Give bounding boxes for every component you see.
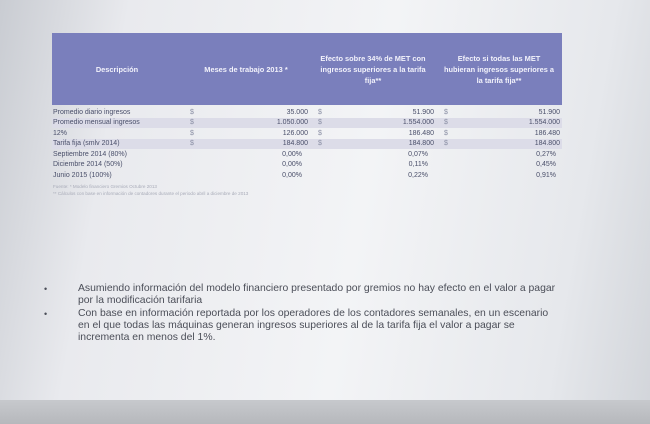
cell-effect-all: 0,27% [536, 150, 556, 158]
row-label: Septiembre 2014 (80%) [53, 150, 127, 158]
footnote-source: Fuente: * Modelo financiero Gremios Octubre 2013 [53, 183, 157, 189]
bullet-text: Asumiendo información del modelo financiero presentado por gremios no hay efecto en el valor a pagar por la modificación tarifaria [78, 283, 556, 306]
cell-base: 126.000 [282, 129, 308, 137]
row-label: Junio 2015 (100%) [53, 171, 112, 179]
cell-effect-all: 186.480 [534, 129, 560, 137]
row-label: Tarifa fija (smlv 2014) [53, 140, 120, 148]
currency-symbol: $ [190, 119, 194, 127]
cell-effect-all: 0,91% [536, 171, 556, 179]
cell-effect34: 0,11% [408, 161, 428, 169]
table-row [52, 107, 562, 118]
row-label: Promedio mensual ingresos [53, 119, 140, 127]
cell-base: 0,00% [282, 171, 302, 179]
currency-symbol: $ [190, 129, 194, 137]
row-label: Diciembre 2014 (50%) [53, 161, 123, 169]
header-effect-all: Efecto si todas las MET hubieran ingresos superiores a la tarifa fija** [443, 53, 555, 85]
header-effect-34: Efecto sobre 34% de MET con ingresos superiores a la tarifa fija** [320, 53, 426, 85]
cell-effect34: 0,07% [408, 150, 428, 158]
currency-symbol: $ [318, 129, 322, 137]
tariff-effect-table [52, 33, 562, 198]
cell-effect-all: 0,45% [536, 161, 556, 169]
cell-base: 0,00% [282, 161, 302, 169]
table-row [52, 170, 562, 181]
bullet-text: Con base en información reportada por los operadores de los contadores semanales, en un escenario en el que todas las máquinas generan ingresos superiores al de la tarifa fija el valor a pagar se incrementa en menos del 1%. [78, 308, 549, 343]
table-row [52, 149, 562, 160]
bullet-dot-icon: • [44, 284, 48, 294]
currency-symbol: $ [444, 129, 448, 137]
list-item [42, 308, 562, 344]
cell-effect34: 184.800 [408, 140, 434, 148]
cell-base: 184.800 [282, 140, 308, 148]
cell-effect-all: 51.900 [538, 108, 560, 116]
cell-effect34: 1.554.000 [402, 119, 434, 127]
cell-base: 1.050.000 [276, 119, 308, 127]
table-row [52, 160, 562, 171]
currency-symbol: $ [318, 108, 322, 116]
cell-base: 35.000 [286, 108, 308, 116]
currency-symbol: $ [190, 108, 194, 116]
bullet-dot-icon: • [44, 309, 48, 319]
currency-symbol: $ [444, 119, 448, 127]
row-label: Promedio diario ingresos [53, 108, 131, 116]
slide-bottom-edge [0, 400, 650, 424]
header-description: Descripción [95, 64, 139, 74]
cell-base: 0,00% [282, 150, 302, 158]
row-label: 12% [53, 129, 68, 137]
cell-effect34: 186.480 [408, 129, 434, 137]
currency-symbol: $ [444, 140, 448, 148]
footnote-calculation: ** Cálculos con base en información de contadores durante el periodo abril a diciembre de 2013 [53, 191, 249, 196]
cell-effect-all: 184.800 [534, 140, 560, 148]
table-header [52, 33, 562, 105]
currency-symbol: $ [444, 108, 448, 116]
currency-symbol: $ [318, 119, 322, 127]
currency-symbol: $ [190, 140, 194, 148]
table-row [52, 139, 562, 150]
list-item [42, 283, 562, 307]
currency-symbol: $ [318, 140, 322, 148]
cell-effect-all: 1.554.000 [528, 119, 560, 127]
cell-effect34: 0,22% [408, 171, 428, 179]
bullet-list [42, 283, 562, 345]
table-row [52, 128, 562, 139]
table-row [52, 118, 562, 129]
cell-effect34: 51.900 [412, 108, 434, 116]
header-months-2013: Meses de trabajo 2013 * [204, 64, 288, 74]
table-footnotes [52, 183, 562, 198]
